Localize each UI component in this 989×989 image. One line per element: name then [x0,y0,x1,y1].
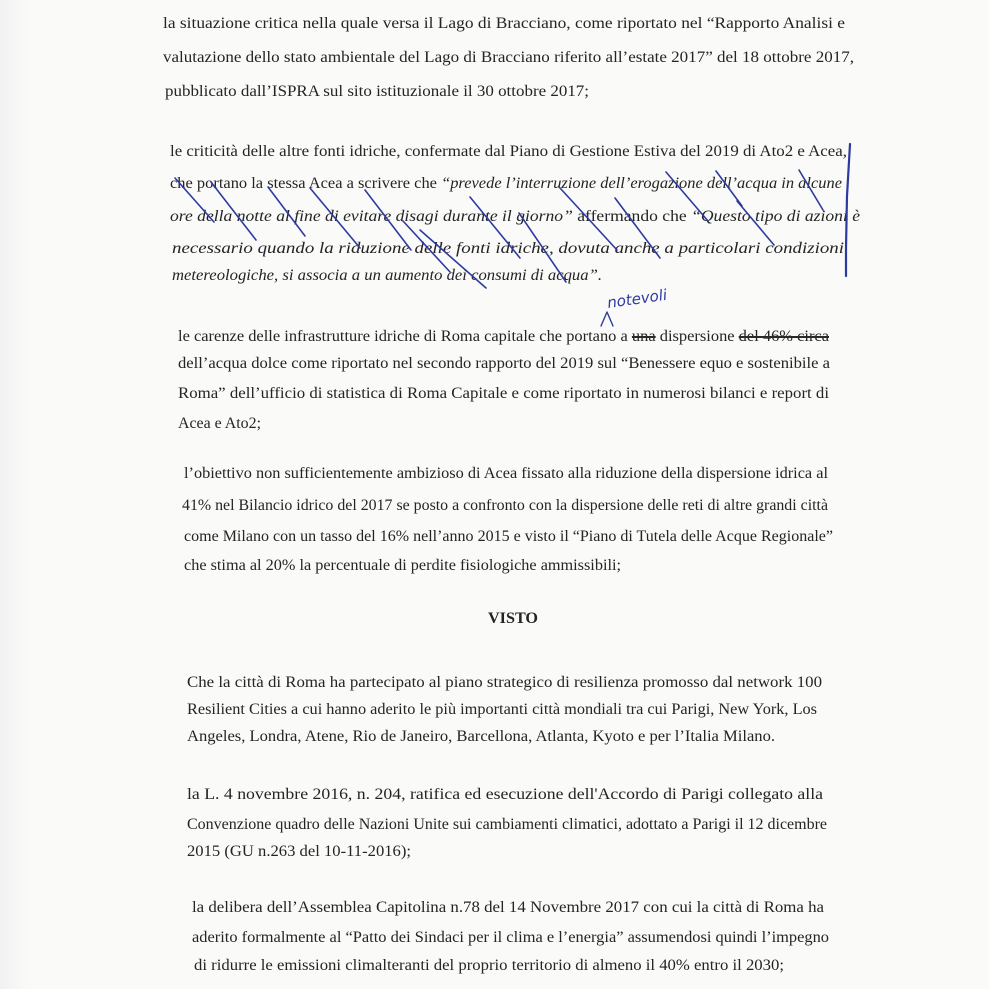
line-text: di ridurre le emissioni climalteranti del proprio territorio di almeno il 40% entro il 2030; [194,957,784,974]
text-line [178,414,262,434]
text-line [170,142,848,162]
text-line [178,327,829,347]
quoted-text: “prevede l’interruzione dell’erogazione dell’acqua in alcune [441,175,842,192]
text-line [184,556,621,576]
text-line [187,815,828,835]
text-line [178,354,830,374]
line-text: la delibera dell’Assemblea Capitolina n.78 del 14 Novembre 2017 con cui la città di Roma ha [192,899,824,916]
text-line [187,700,818,720]
text-line [172,239,844,259]
text-line [184,464,828,484]
line-text: le carenze delle infrastrutture idriche di Roma capitale che portano a [178,328,632,345]
text-line [170,207,860,227]
line-text: la situazione critica nella quale versa il Lago di Bracciano, come riportato nel “Rapporto Analisi e [163,15,845,32]
line-text: l’obiettivo non sufficientemente ambizioso di Acea fissato alla riduzione della dispersione idrica al [184,465,828,482]
line-text: pubblicato dall’ISPRA sul sito istituzionale il 30 ottobre 2017; [165,83,589,100]
text-line [165,82,589,102]
text-line [194,956,784,976]
text-line [184,527,832,547]
line-text: Che la città di Roma ha partecipato al piano strategico di resilienza promosso dal network 100 [187,674,822,691]
handwritten-note: notevoli [606,285,669,312]
insertion-caret [601,312,613,326]
line-text: aderito formalmente al “Patto dei Sindaci per il clima e l’energia” assumendosi quindi l’impegno [192,929,829,946]
line-text: dell’acqua dolce come riportato nel secondo rapporto del 2019 sul “Benessere equo e sostenibile a [178,355,830,372]
text-line [163,48,855,68]
text-line [172,266,602,286]
line-text: che stima al 20% la percentuale di perdite fisiologiche ammissibili; [184,557,621,574]
struck-word: una [631,328,656,345]
line-text: valutazione dello stato ambientale del Lago di Bracciano riferito all’estate 2017” del 18 ottobre 2017, [163,49,855,66]
struck-phrase: del 46% circa [738,328,829,345]
line-text: dispersione [655,328,739,345]
text-line [187,673,822,693]
line-text: che portano la stessa Acea a scrivere che [170,175,442,192]
line-text: affermando che [572,208,692,225]
quoted-text: ore della notte al fine di evitare disagi durante il giorno” [170,208,573,225]
page-shadow [0,0,28,989]
line-text: Convenzione quadro delle Nazioni Unite sui cambiamenti climatici, adottato a Parigi il 12 dicembre [187,816,827,833]
text-line [192,898,824,918]
line-text: la L. 4 novembre 2016, n. 204, ratifica ed esecuzione dell'Accordo di Parigi collegato alla [187,786,823,803]
text-line [178,384,829,404]
text-line [187,842,411,862]
line-text: 41% nel Bilancio idrico del 2017 se posto a confronto con la dispersione delle reti di altre grandi città [182,497,828,514]
line-text: Resilient Cities a cui hanno aderito le più importanti città mondiali tra cui Parigi, New York, Los [187,701,818,718]
line-text: le criticità delle altre fonti idriche, confermate dal Piano di Gestione Estiva del 2019 di Ato2 e Acea, [170,143,848,160]
quoted-text: metereologiche, si associa a un aumento dei consumi di acqua”. [172,267,602,284]
text-line [170,174,842,194]
section-heading [488,609,538,629]
quoted-text: “Questo tipo di azioni è [691,208,860,225]
text-line [182,496,832,516]
text-line [187,785,823,805]
heading-text: VISTO [488,610,538,627]
line-text: come Milano con un tasso del 16% nell’anno 2015 e visto il “Piano di Tutela delle Acque Regionale” [184,528,833,545]
text-line [192,928,829,948]
line-text: Angeles, Londra, Atene, Rio de Janeiro, Barcellona, Atlanta, Kyoto e per l’Italia Milano. [187,728,775,745]
line-text: 2015 (GU n.263 del 10-11-2016); [187,843,411,860]
quoted-text: necessario quando la riduzione delle fonti idriche, dovuta anche a particolari condizioni [172,240,844,257]
text-line [163,14,845,34]
line-text: Acea e Ato2; [178,415,261,432]
text-line [187,727,775,747]
line-text: Roma” dell’ufficio di statistica di Roma Capitale e come riportato in numerosi bilanci e report di [178,385,829,402]
